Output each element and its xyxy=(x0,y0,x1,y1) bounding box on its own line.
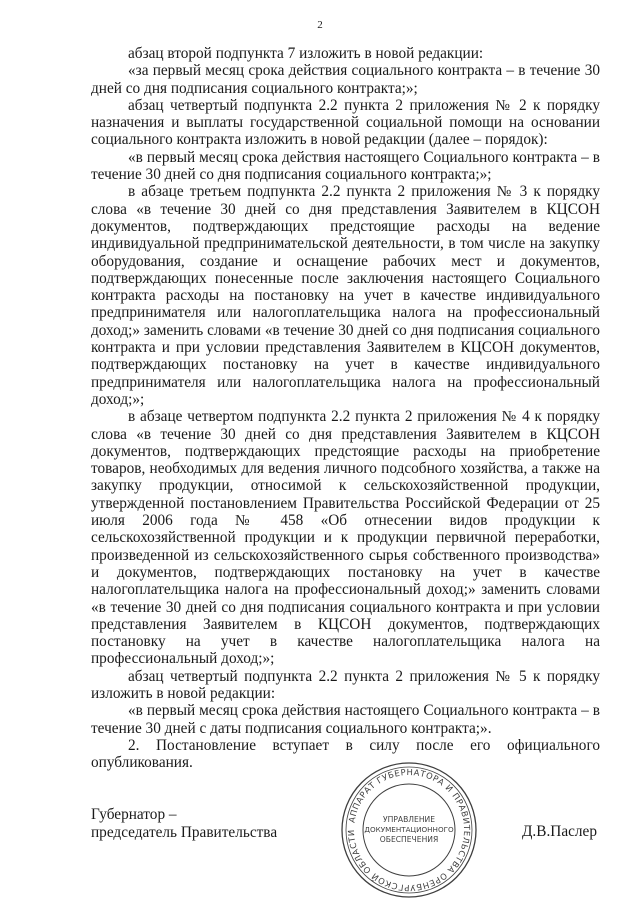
paragraph: «за первый месяц срока действия социального контракта – в течение 30 дней со дня подписания социального контракта;»; xyxy=(91,62,600,97)
stamp-text: УПРАВЛЕНИЕ xyxy=(382,815,436,824)
page-number: 2 xyxy=(317,19,323,31)
document-body xyxy=(91,45,600,771)
paragraph: абзац второй подпункта 7 изложить в новой редакции: xyxy=(128,45,484,62)
signatory-title-line: председатель Правительства xyxy=(91,823,278,841)
signatory-title-line: Губернатор – xyxy=(91,806,177,823)
official-stamp xyxy=(339,760,479,900)
paragraph: абзац четвертый подпункта 2.2 пункта 2 приложения № 2 к порядку назначения и выплаты государственной социальной помощи на основании социального контракта изложить в новой редакции (далее – порядок): xyxy=(91,96,600,149)
stamp-ring-text: АППАРАТ ГУБЕРНАТОРА И ПРАВИТЕЛЬСТВА ОРЕНБУРГСКОЙ ОБЛАСТИ xyxy=(345,766,473,894)
stamp-text: ОБЕСПЕЧЕНИЯ xyxy=(379,835,439,844)
stamp-text: ДОКУМЕНТАЦИОННОГО xyxy=(364,825,454,834)
paragraph: абзац четвертый подпункта 2.2 пункта 2 приложения № 5 к порядку изложить в новой редакции: xyxy=(91,667,600,702)
paragraph: «в первый месяц срока действия настоящего Социального контракта – в течение 30 дней со дня подписания социального контракта;»; xyxy=(91,148,600,184)
paragraph: в абзаце третьем подпункта 2.2 пункта 2 приложения № 3 к порядку слова «в течение 30 дней со дня представления Заявителем в КЦСОН документов, подтверждающих предстоящие расходы на ведение индивидуальной предпринимательской деятельности, в том числе на закупку оборудования, создание и оснащение рабочих мест и документов, подтверждающих понесенные после заключения настоящего Социального контракта расходы на постановку на учет в качестве индивидуального предпринимателя или налогоплательщика налога на профессиональный доход;» заменить словами «в течение 30 дней со дня подписания социального контракта и при условии представления Заявителем в КЦСОН документов, подтверждающих постановку на учет в качестве индивидуального предпринимателя или налогоплательщика налога на профессиональный доход;»; xyxy=(91,183,600,408)
paragraph: «в первый месяц срока действия настоящего Социального контракта – в течение 30 дней с даты подписания социального контракта;». xyxy=(91,702,600,737)
paragraph: 2. Постановление вступает в силу после его официального опубликования. xyxy=(91,736,600,772)
signatory-name: Д.В.Паслер xyxy=(522,823,597,840)
paragraph: в абзаце четвертом подпункта 2.2 пункта 2 приложения № 4 к порядку слова «в течение 30 дней со дня представления Заявителем в КЦСОН документов, подтверждающих предстоящие расходы на приобретение товаров, необходимых для ведения личного подсобного хозяйства, а также на закупку продукции, относимой к сельскохозяйственной продукции, утвержденной постановлением Правительства Российской Федерации от 25 июля 2006 года № 458 «Об отнесении видов продукции к сельскохозяйственной продукции и к продукции первичной переработки, произведенной из сельскохозяйственного сырья собственного производства» и документов, подтверждающих постановку на учет в качестве налогоплательщика налога на профессиональный доход;» заменить словами «в течение 30 дней со дня подписания социального контракта и при условии представления Заявителем в КЦСОН документов, подтверждающих постановку на учет в качестве налогоплательщика налога на профессиональный доход;»; xyxy=(91,408,600,668)
signatory-title xyxy=(91,806,277,841)
